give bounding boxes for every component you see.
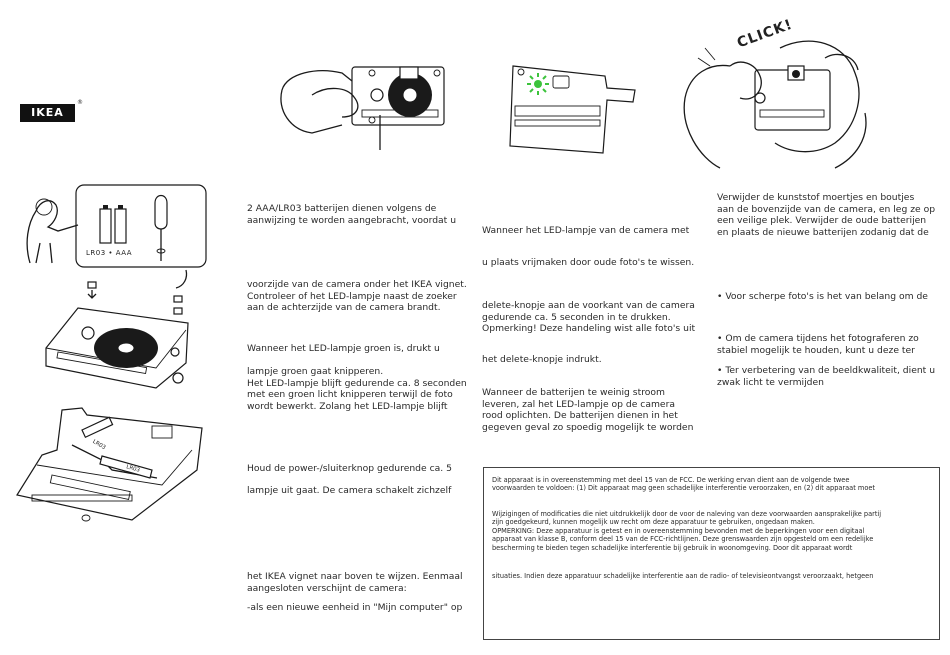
col1-para-3: Wanneer het LED-lampje groen is, drukt u <box>247 343 440 354</box>
ikea-logo <box>20 104 75 122</box>
col2-para-3: delete-knopje aan de voorkant van de camera gedurende ca. 5 seconden in te drukken. Opmerking! Deze handeling wist alle foto's uit <box>482 300 696 334</box>
illustration-camera-assembly <box>38 268 208 398</box>
battery-label: LR03 • AAA <box>86 249 133 257</box>
illustration-battery-tools <box>18 183 218 273</box>
col2-para-2: u plaats vrijmaken door oude foto's te wissen. <box>482 257 695 268</box>
battery-callout-1: LR03 <box>91 438 107 452</box>
col1-para-8: -als een nieuwe eenheid in "Mijn computer" op <box>247 602 463 613</box>
fcc-para-1: Dit apparaat is in overeenstemming met deel 15 van de FCC. De werking ervan dient aan de volgende twee voorwaarden te voldoen: (1) Dit apparaat mag geen schadelijke interferentie veroorzaken, en (2) dit apparaat moet <box>492 476 875 493</box>
illustration-person-photo <box>660 18 940 173</box>
registered-mark: ® <box>77 99 83 106</box>
click-label: CLICK! <box>735 16 795 52</box>
col1-para-4: lampje groen gaat knipperen. Het LED-lampje blijft gedurende ca. 8 seconden met een groen licht knipperen terwijl de foto wordt bewerkt. Zolang het LED-lampje blijft <box>247 366 467 412</box>
col2-para-1: Wanneer het LED-lampje van de camera met <box>482 225 690 236</box>
fcc-para-2: Wijzigingen of modificaties die niet uitdrukkelijk door de voor de naleving van deze voorwaarden aansprakelijke partij zijn goedgekeurd, kunnen mogelijk uw recht om deze apparatuur te gebruiken, ongedaan maken. OPMERKING: Deze apparatuur is getest en in overeenstemming bevonden met de beperkingen voor een digitaal apparaat van klasse B, conform deel 15 van de FCC-richtlijnen. Deze grenswaarden zijn opgesteld om een redelijke bescherming te bieden tegen schadelijke interferentie bij gebruik in woonomgeving. Door dit apparaat wordt <box>492 510 882 552</box>
col3-bullet-1: • Voor scherpe foto's is het van belang om de <box>717 291 928 302</box>
col3-para-1: Verwijder de kunststof moertjes en boutjes aan de bovenzijde van de camera, en leg ze op een veilige plek. Verwijder de oude batterijen en plaats de nieuwe batterijen zodanig dat de <box>717 192 936 238</box>
illustration-camera-led <box>505 58 645 158</box>
col3-bullet-2: • Om de camera tijdens het fotograferen zo stabiel mogelijk te houden, kunt u deze ter <box>717 333 919 356</box>
ikea-logo-text: IKEA <box>31 106 64 119</box>
col1-para-1: 2 AAA/LR03 batterijen dienen volgens de aanwijzing te worden aangebracht, voordat u <box>247 203 457 226</box>
col3-bullet-3: • Ter verbetering van de beeldkwaliteit, dient u zwak licht te vermijden <box>717 365 936 388</box>
col2-para-4: het delete-knopje indrukt. <box>482 354 602 365</box>
fcc-para-3: situaties. Indien deze apparatuur schadelijke interferentie aan de radio- of televisieontvangst veroorzaakt, hetgeen <box>492 572 874 580</box>
col1-para-5: Houd de power-/sluiterknop gedurende ca. 5 <box>247 463 452 474</box>
col1-para-6: lampje uit gaat. De camera schakelt zichzelf <box>247 485 452 496</box>
illustration-usb-connection <box>12 400 207 530</box>
fcc-notice-box <box>483 467 940 640</box>
battery-callout-2: LR03 <box>125 464 141 474</box>
col1-para-2: voorzijde van de camera onder het IKEA vignet. Controleer of het LED-lampje naast de zoeker aan de achterzijde van de camera brandt. <box>247 279 467 313</box>
col1-para-7: het IKEA vignet naar boven te wijzen. Eenmaal aangesloten verschijnt de camera: <box>247 571 463 594</box>
col2-para-5: Wanneer de batterijen te weinig stroom leveren, zal het LED-lampje op de camera rood oplichten. De batterijen dienen in het gegeven geval zo spoedig mogelijk te worden <box>482 387 694 433</box>
illustration-hands-camera-front <box>272 55 472 155</box>
